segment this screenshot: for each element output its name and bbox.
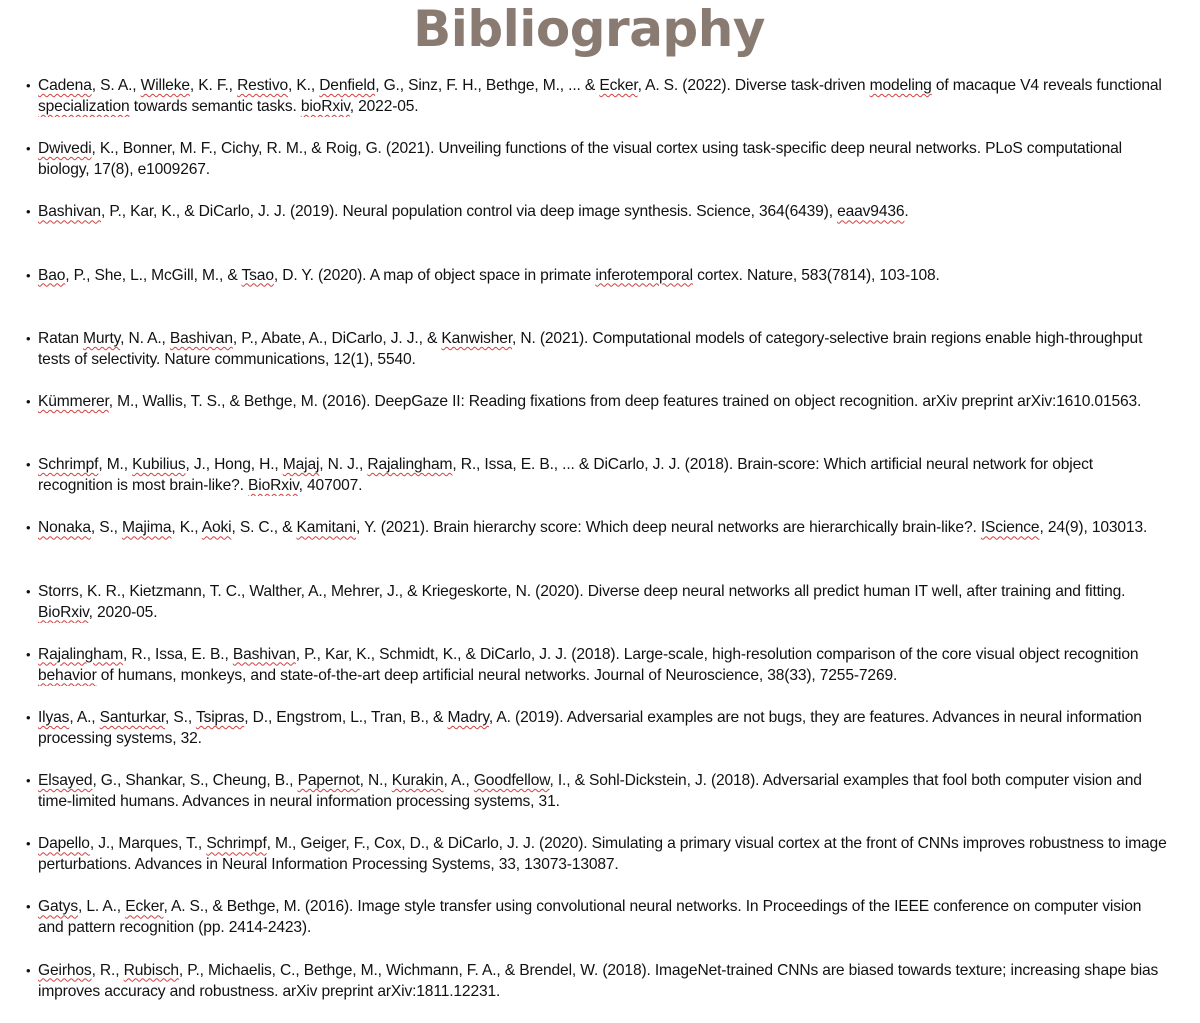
spellcheck-flagged-word: Tsipras xyxy=(195,708,245,726)
spellcheck-flagged-word: Kamitani xyxy=(296,519,357,537)
reference-text-segment: , K., xyxy=(288,77,320,94)
spellcheck-flagged-word: specialization xyxy=(38,98,130,115)
reference-text xyxy=(38,393,1141,410)
reference-item[interactable] xyxy=(0,707,1200,749)
spellcheck-flagged-word: Dapello xyxy=(38,835,90,853)
reference-item[interactable] xyxy=(0,644,1200,686)
reference-text-segment: , S., xyxy=(90,519,123,537)
reference-item[interactable] xyxy=(0,75,1200,117)
spellcheck-flagged-word: Rajalingham xyxy=(367,456,453,474)
reference-text-segment: , R., Issa, E. B., xyxy=(123,645,233,663)
bullet-icon: • xyxy=(26,836,31,852)
reference-text-segment: cortex. Nature, 583(7814), 103-108. xyxy=(692,266,940,284)
spellcheck-flagged-word: BioRxiv xyxy=(38,603,89,621)
reference-text-segment: , P., She, L., McGill, M., & xyxy=(65,266,242,284)
reference-text xyxy=(38,646,1138,684)
spellcheck-flagged-word: eaav9436 xyxy=(837,203,905,221)
reference-text-segment: , G., Sinz, F. H., Bethge, M., ... & xyxy=(375,77,600,94)
spellcheck-flagged-word: Ecker xyxy=(125,898,164,916)
reference-text-segment: , 407007. xyxy=(298,477,363,495)
reference-text-segment: , 2022-05. xyxy=(349,98,419,115)
spellcheck-flagged-word: Santurkar xyxy=(99,708,166,726)
reference-item[interactable] xyxy=(0,138,1200,180)
spellcheck-flagged-word: Bao xyxy=(38,266,66,284)
reference-text xyxy=(38,330,1142,368)
spellcheck-flagged-word: Rajalingham xyxy=(38,645,124,663)
reference-text-segment: towards semantic tasks. xyxy=(129,98,301,115)
reference-text-segment: , A., xyxy=(443,772,474,790)
spellcheck-flagged-word: Goodfellow xyxy=(473,772,550,790)
spellcheck-flagged-word: Gatys xyxy=(38,898,78,916)
reference-text-segment: , A. (2019). Adversarial examples are not bugs, they are features. Advances in neural information processing systems, 32. xyxy=(38,708,1142,747)
spellcheck-flagged-word: Rubisch xyxy=(123,961,179,979)
reference-text-segment: , M., xyxy=(98,456,133,474)
reference-item[interactable] xyxy=(0,960,1200,1002)
spellcheck-flagged-word: modeling xyxy=(869,77,932,94)
reference-text-segment: , K., xyxy=(171,519,202,537)
spellcheck-flagged-word: Schrimpf xyxy=(206,835,267,853)
reference-text xyxy=(38,140,1122,178)
spellcheck-flagged-word: Cadena xyxy=(38,77,92,94)
reference-text xyxy=(38,709,1142,747)
bullet-icon: • xyxy=(26,773,31,789)
spellcheck-flagged-word: Dwivedi xyxy=(38,140,92,158)
page-title: Bibliography xyxy=(413,0,765,58)
spellcheck-flagged-word: Aoki xyxy=(201,519,232,537)
spellcheck-flagged-word: Bashivan xyxy=(38,203,101,221)
spellcheck-flagged-word: bioRxiv xyxy=(300,98,350,115)
reference-text xyxy=(38,203,909,220)
reference-text-segment: , G., Shankar, S., Cheung, B., xyxy=(92,772,298,790)
reference-text-segment: Ratan xyxy=(38,329,84,347)
spellcheck-flagged-word: Schrimpf xyxy=(38,456,99,474)
reference-text-segment: , S. A., xyxy=(91,77,141,94)
spellcheck-flagged-word: Willeke xyxy=(140,77,190,94)
spellcheck-flagged-word: Kurakin xyxy=(391,772,444,790)
spellcheck-flagged-word: Kümmerer xyxy=(38,392,109,410)
reference-text-segment: , R., xyxy=(91,961,124,979)
bullet-icon: • xyxy=(26,583,31,599)
reference-text-segment: , J., Hong, H., xyxy=(185,456,283,474)
spellcheck-flagged-word: Murty xyxy=(83,329,121,347)
reference-item[interactable] xyxy=(0,833,1200,875)
spellcheck-flagged-word: Bashivan xyxy=(169,329,233,347)
spellcheck-flagged-word: behavior xyxy=(38,666,97,684)
reference-text xyxy=(38,583,1125,621)
bullet-icon: • xyxy=(26,709,31,725)
spellcheck-flagged-word: Bashivan xyxy=(232,645,296,663)
reference-text-segment: , K. F., xyxy=(189,77,238,94)
reference-item[interactable] xyxy=(0,201,1200,243)
reference-text-segment: , N. (2021). Computational models of category-selective brain regions enable high-throughput tests of selectivity. Nature communications, 12(1), 5540. xyxy=(38,329,1143,368)
reference-text-segment: , 2020-05. xyxy=(88,603,158,621)
reference-text-segment: , L. A., xyxy=(77,898,126,916)
reference-text-segment: Storrs, K. R., Kietzmann, T. C., Walther, A., Mehrer, J., & Kriegeskorte, N. (2020). Diverse deep neural networks all predict human IT well, after training and fitting. xyxy=(38,582,1126,600)
bullet-icon: • xyxy=(26,267,31,283)
reference-text-segment: , S. C., & xyxy=(231,519,297,537)
spellcheck-flagged-word: Madry xyxy=(447,708,489,726)
spellcheck-flagged-word: Majaj xyxy=(282,456,320,474)
reference-item[interactable] xyxy=(0,896,1200,938)
spellcheck-flagged-word: BioRxiv xyxy=(248,477,299,495)
spellcheck-flagged-word: Papernot xyxy=(297,772,360,790)
spellcheck-flagged-word: Kubilius xyxy=(132,456,186,474)
reference-text-segment: . xyxy=(904,203,909,221)
spellcheck-flagged-word: Kanwisher xyxy=(441,329,513,347)
reference-text xyxy=(38,456,1093,494)
reference-item[interactable] xyxy=(0,770,1200,812)
bullet-icon: • xyxy=(26,520,31,536)
reference-text-segment: , D. Y. (2020). A map of object space in primate xyxy=(273,266,596,284)
reference-item[interactable] xyxy=(0,391,1200,433)
reference-text xyxy=(38,772,1142,810)
reference-text-segment: , N., xyxy=(359,772,392,790)
reference-text xyxy=(38,519,1147,536)
reference-text-segment: , M., Geiger, F., Cox, D., & DiCarlo, J. J. (2020). Simulating a primary visual cortex at the front of CNNs improves robustness to image perturbations. Advances in Neural Information Processing Systems, 33, 13073-13087. xyxy=(38,835,1167,874)
reference-item[interactable] xyxy=(0,328,1200,370)
reference-text-segment: , N. A., xyxy=(120,329,170,347)
bullet-icon: • xyxy=(26,646,31,662)
bullet-icon: • xyxy=(26,330,31,346)
reference-text xyxy=(38,962,1158,1000)
reference-text-segment: of humans, monkeys, and state-of-the-art deep artificial neural networks. Journal of Neuroscience, 38(33), 7255-7269. xyxy=(96,666,898,684)
reference-text-segment: , A. S. (2022). Diverse task-driven xyxy=(637,77,870,94)
reference-text-segment: , D., Engstrom, L., Tran, B., & xyxy=(244,708,448,726)
reference-text-segment: , N. J., xyxy=(319,456,368,474)
spellcheck-flagged-word: Geirhos xyxy=(38,961,92,979)
bullet-icon: • xyxy=(26,457,31,473)
spellcheck-flagged-word: inferotemporal xyxy=(595,266,693,284)
reference-text-segment: , P., Michaelis, C., Bethge, M., Wichmann, F. A., & Brendel, W. (2018). ImageNet-trained CNNs are biased towards texture; increasing shape bias improves accuracy and robustness. arXiv preprint arXiv:1811.12231. xyxy=(38,961,1159,1000)
spellcheck-flagged-word: Denfield xyxy=(319,77,376,94)
reference-text xyxy=(38,898,1141,936)
bullet-icon: • xyxy=(26,141,31,157)
reference-item[interactable] xyxy=(0,581,1200,623)
reference-text-segment: , P., Kar, K., Schmidt, K., & DiCarlo, J. J. (2018). Large-scale, high-resolution comparison of the core visual object recognition xyxy=(295,645,1139,663)
bullet-icon: • xyxy=(26,204,31,220)
spellcheck-flagged-word: Tsao xyxy=(241,266,274,284)
bullet-icon: • xyxy=(26,78,31,93)
reference-text-segment: of macaque V4 reveals functional xyxy=(931,77,1162,94)
spellcheck-flagged-word: Nonaka xyxy=(38,519,91,537)
bullet-icon: • xyxy=(26,962,31,978)
reference-text xyxy=(38,77,1162,115)
reference-text-segment: , P., Kar, K., & DiCarlo, J. J. (2019). Neural population control via deep image synthesis. Science, 364(6439), xyxy=(100,203,838,221)
reference-item[interactable] xyxy=(0,265,1200,307)
reference-item[interactable] xyxy=(0,517,1200,559)
spellcheck-flagged-word: IScience xyxy=(980,519,1040,537)
reference-item[interactable] xyxy=(0,454,1200,496)
bullet-icon: • xyxy=(26,393,31,409)
reference-text-segment: , I., & Sohl-Dickstein, J. (2018). Adversarial examples that fool both computer vision and time-limited humans. Advances in neural information processing systems, 31. xyxy=(38,772,1142,811)
reference-text-segment: , K., Bonner, M. F., Cichy, R. M., & Roig, G. (2021). Unveiling functions of the visual cortex using task-specific deep neural networks. PLoS computational biology, 17(8), e1009267. xyxy=(38,140,1122,179)
spellcheck-flagged-word: Ilyas xyxy=(38,708,70,726)
reference-text-segment: , Y. (2021). Brain hierarchy score: Which deep neural networks are hierarchically brain-like?. xyxy=(356,519,981,537)
reference-text-segment: , P., Abate, A., DiCarlo, J. J., & xyxy=(232,329,442,347)
reference-text-segment: , M., Wallis, T. S., & Bethge, M. (2016). DeepGaze II: Reading fixations from deep features trained on object recognition. arXiv preprint arXiv:1610.01563. xyxy=(108,392,1142,410)
reference-text-segment: , J., Marques, T., xyxy=(89,835,207,853)
bullet-icon: • xyxy=(26,899,31,915)
reference-text xyxy=(38,835,1167,873)
spellcheck-flagged-word: Majima xyxy=(122,519,172,537)
reference-text xyxy=(38,267,940,284)
spellcheck-flagged-word: Restivo xyxy=(237,77,289,94)
reference-text-segment: , A. S., & Bethge, M. (2016). Image style transfer using convolutional neural networks. In Proceedings of the IEEE conference on computer vision and pattern recognition (pp. 2414-2423). xyxy=(38,898,1142,937)
reference-text-segment: , A., xyxy=(69,708,100,726)
spellcheck-flagged-word: Ecker xyxy=(599,77,638,94)
spellcheck-flagged-word: Elsayed xyxy=(38,772,93,790)
reference-text-segment: , 24(9), 103013. xyxy=(1039,519,1148,537)
reference-text-segment: , R., Issa, E. B., ... & DiCarlo, J. J. (2018). Brain-score: Which artificial neural network for object recognition is most brain-like?. xyxy=(38,456,1093,495)
reference-list xyxy=(0,75,1200,1023)
reference-text-segment: , S., xyxy=(165,708,196,726)
